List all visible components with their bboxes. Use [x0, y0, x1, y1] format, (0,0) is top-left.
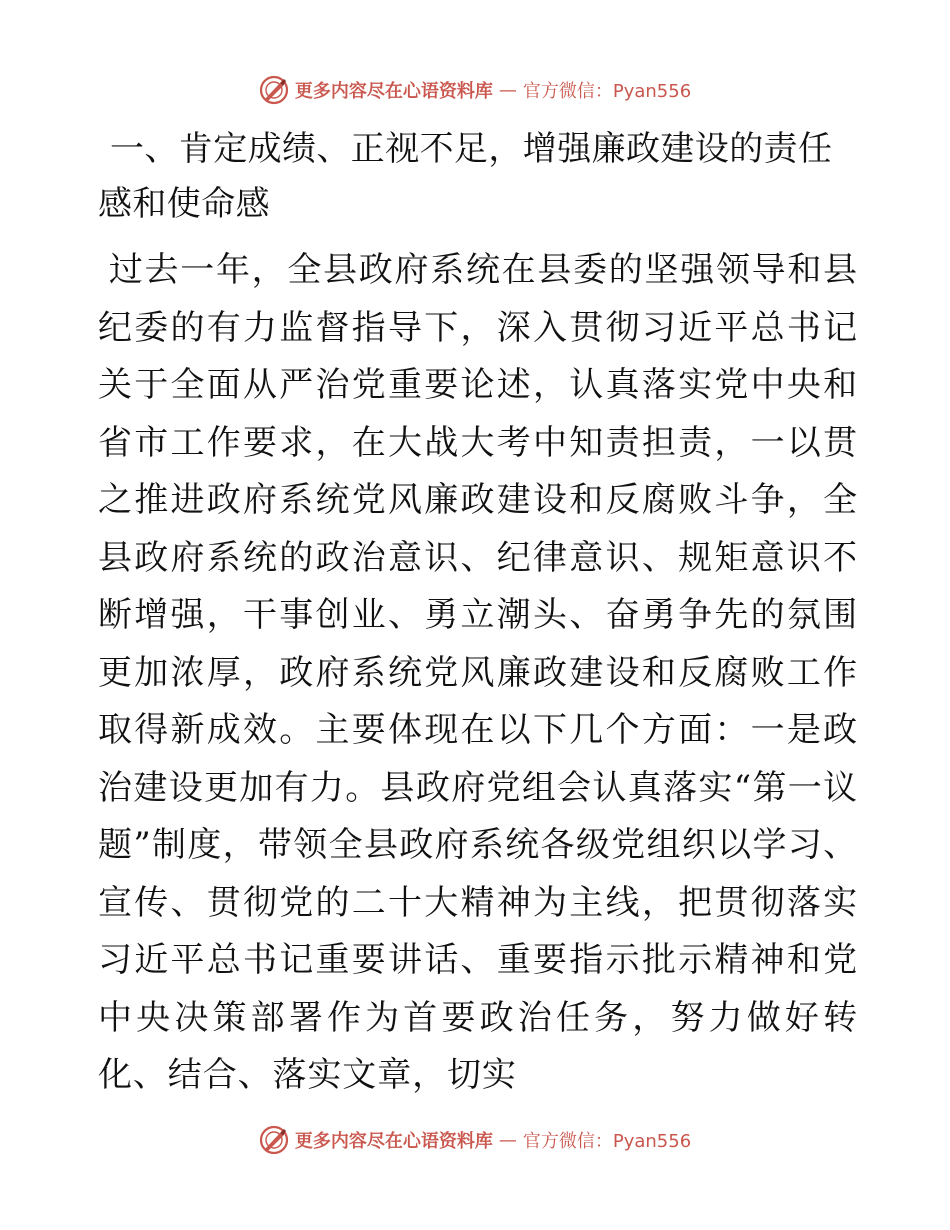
logo-icon — [259, 75, 289, 105]
document-body — [98, 122, 858, 1105]
body-paragraph — [98, 242, 858, 1105]
logo-icon — [259, 1125, 289, 1155]
watermark-header — [0, 72, 950, 108]
watermark-dash: — — [498, 1129, 517, 1151]
watermark-contact: 官方微信：Pyan556 — [522, 81, 692, 102]
watermark-text: 更多内容尽在心语资料库 — [294, 81, 493, 102]
watermark-text: 更多内容尽在心语资料库 — [294, 1131, 493, 1152]
section-heading: 一、肯定成绩、正视不足，增强廉政建设的责任感和使命感 — [98, 129, 833, 224]
watermark-footer — [0, 1122, 950, 1158]
paragraph-text: 过去一年，全县政府系统在县委的坚强领导和县纪委的有力监督指导下，深入贯彻习近平总书记关于全面从严治党重要论述，认真落实党中央和省市工作要求，在大战大考中知责担责，一以贯之推进政府系统党风廉政建设和反腐败斗争，全县政府系统的政治意识、纪律意识、规矩意识不断增强，干事创业、勇立潮头、奋勇争先的氛围更加浓厚，政府系统党风廉政建设和反腐败工作取得新成效。主要体现在以下几个方面：一是政治建设更加有力。县政府党组会认真落实“第一议题”制度，带领全县政府系统各级党组织以学习、宣传、贯彻党的二十大精神为主线，把贯彻落实习近平总书记重要讲话、重要指示批示精神和党中央决策部署作为首要政治任务，努力做好转化、结合、落实文章，切实 — [98, 250, 858, 1095]
watermark-contact: 官方微信：Pyan556 — [522, 1131, 692, 1152]
watermark-dash: — — [498, 79, 517, 101]
